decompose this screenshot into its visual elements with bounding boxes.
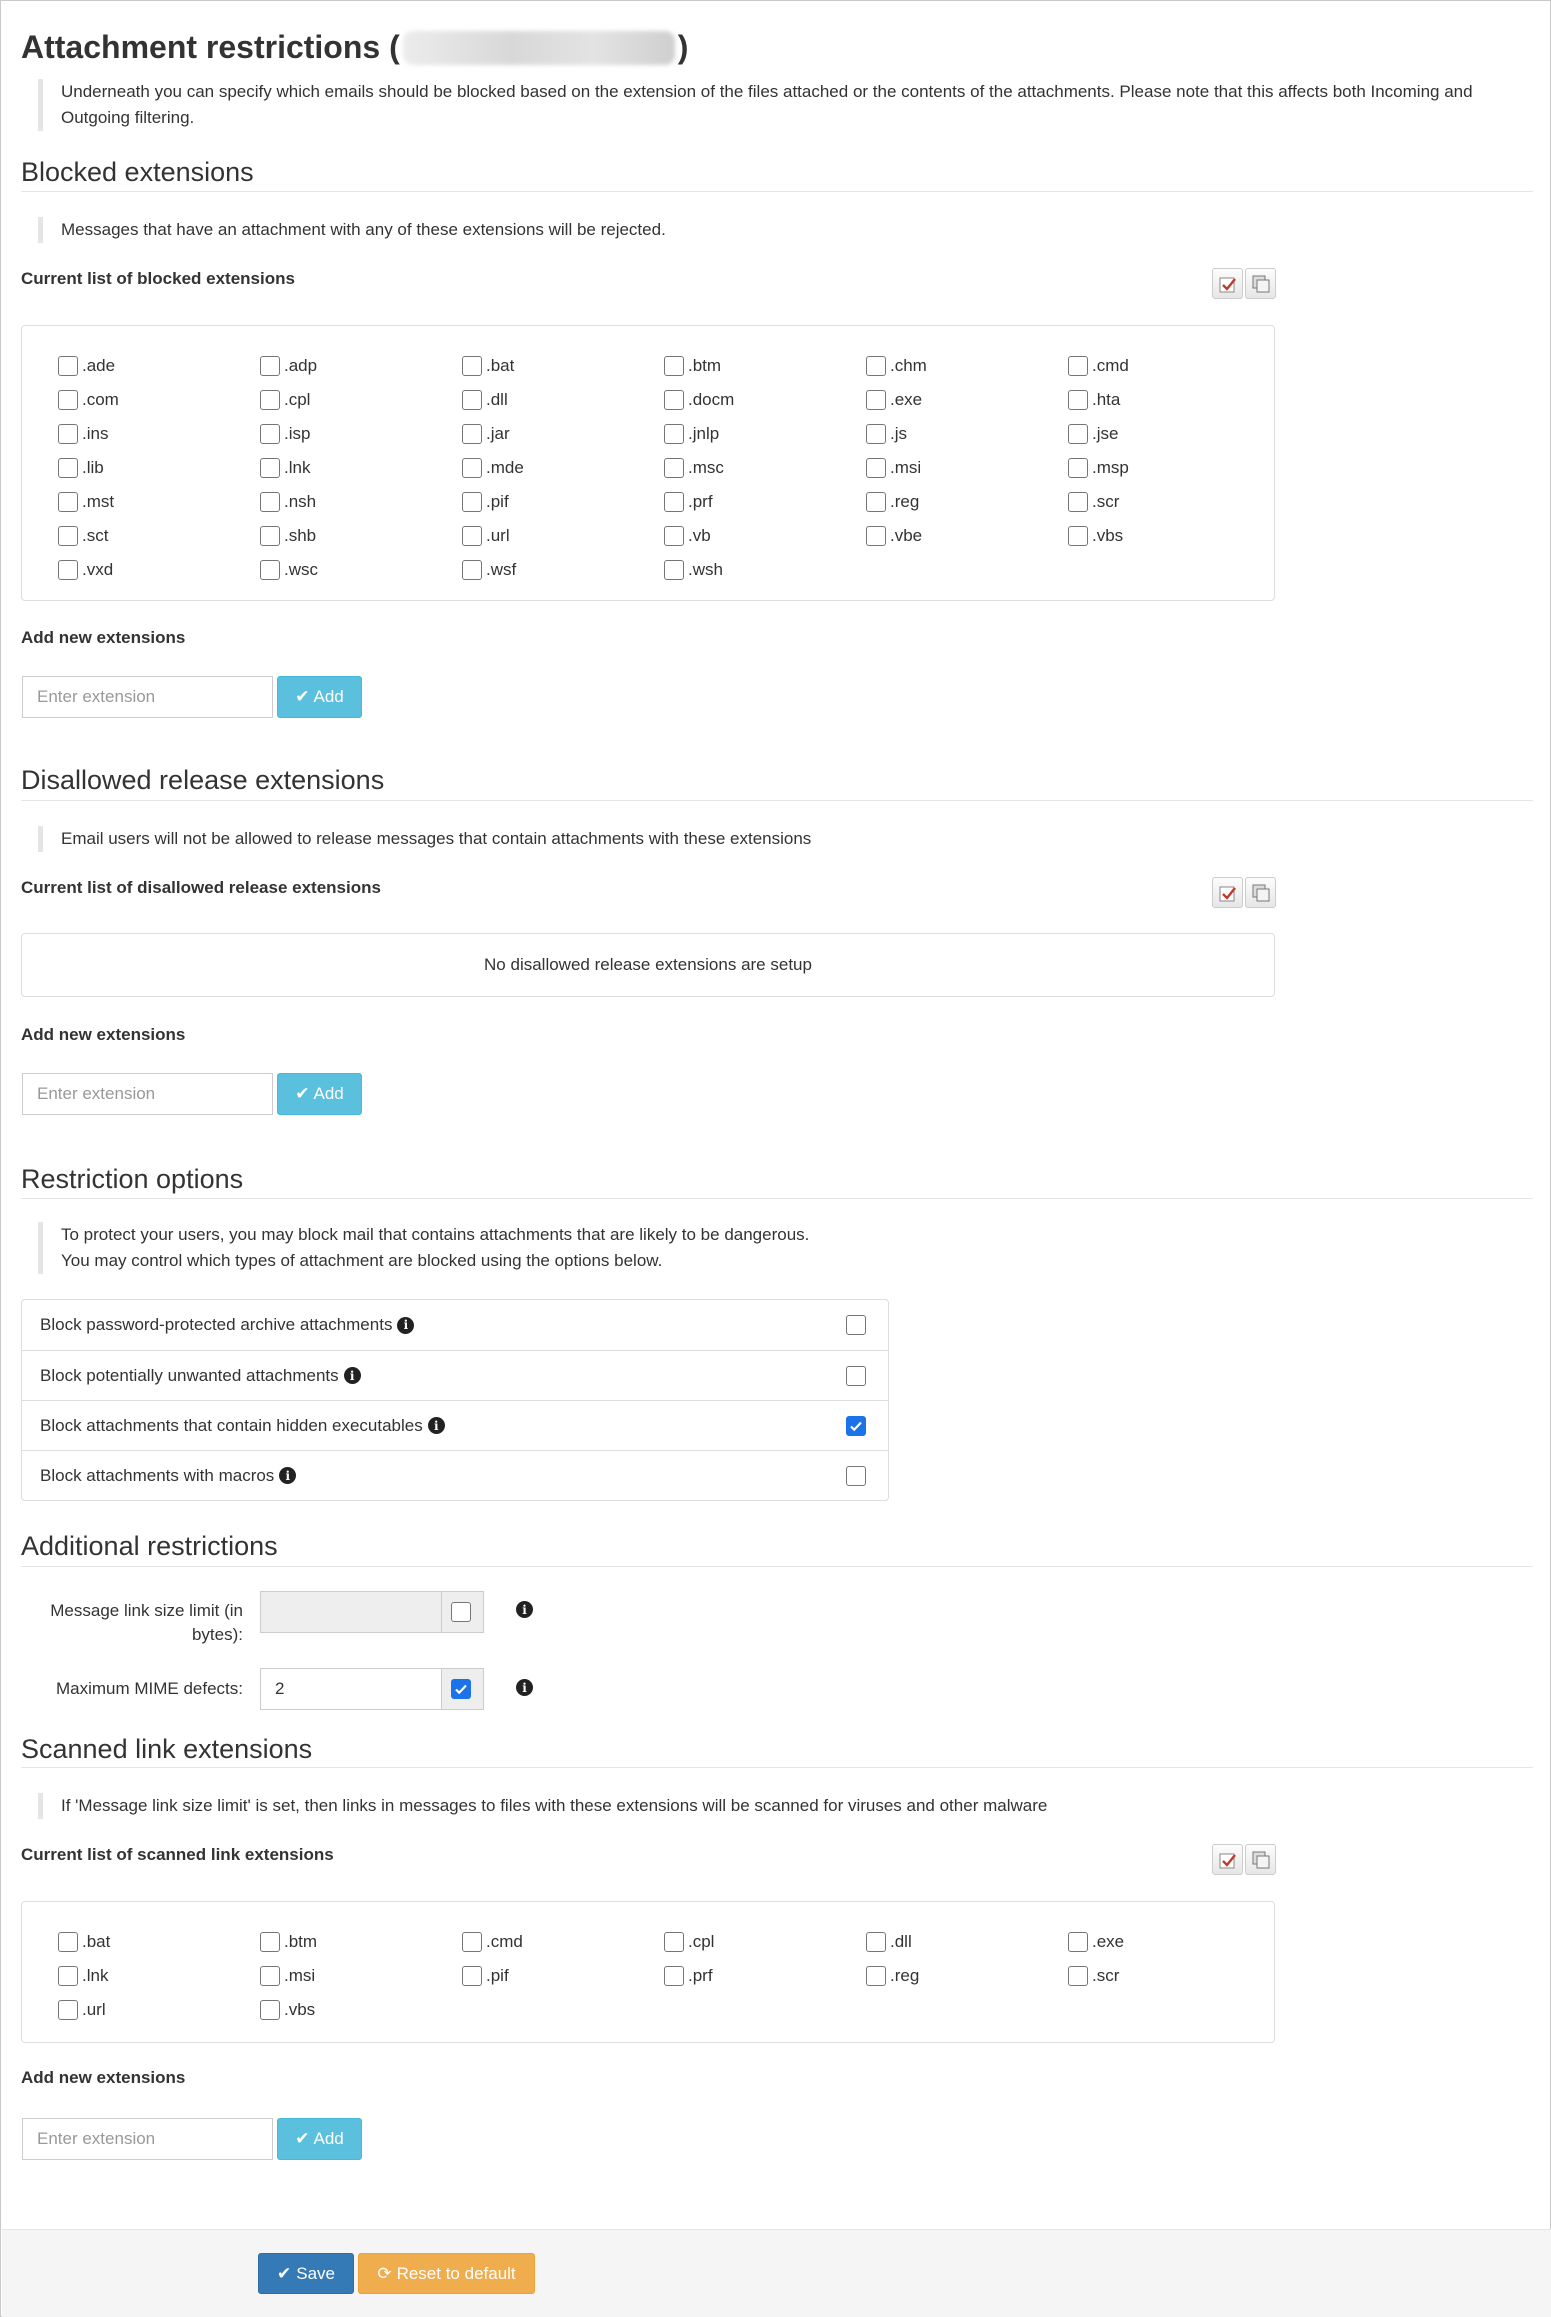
page-title: [21, 29, 688, 66]
page-title-suffix: ): [677, 29, 689, 65]
restriction-option-checkbox[interactable]: [846, 1466, 866, 1486]
disallowed-extension-input[interactable]: Enter extension: [22, 1073, 273, 1115]
extension-checkbox[interactable]: [664, 492, 684, 512]
extension-label: .js: [890, 424, 907, 443]
deselect-all-button[interactable]: [1245, 1844, 1276, 1875]
scanned-add-button-label: Add: [313, 2129, 344, 2148]
extension-label: .hta: [1092, 390, 1121, 409]
extension-checkbox[interactable]: [462, 390, 482, 410]
extension-checkbox[interactable]: [462, 1966, 482, 1986]
link-size-toggle[interactable]: [441, 1592, 483, 1632]
extension-checkbox[interactable]: [866, 390, 886, 410]
extension-item[interactable]: [58, 349, 260, 383]
restriction-option-row: [22, 1300, 888, 1350]
extension-label: .lib: [82, 458, 104, 477]
extension-label: .shb: [284, 526, 317, 545]
divider: [21, 1566, 1533, 1567]
info-icon[interactable]: i: [428, 1417, 445, 1434]
restriction-option-label-wrap: [40, 1466, 296, 1486]
extension-label: .com: [82, 390, 119, 409]
extension-label: .btm: [688, 356, 722, 375]
deselect-all-button[interactable]: [1245, 877, 1276, 908]
extension-checkbox[interactable]: [462, 526, 482, 546]
restriction-option-label-wrap: [40, 1416, 445, 1436]
extension-item[interactable]: [664, 349, 866, 383]
deselect-all-button[interactable]: [1245, 268, 1276, 299]
extension-item[interactable]: [462, 383, 664, 417]
extension-item[interactable]: [58, 1959, 260, 1993]
extension-label: .prf: [688, 1966, 713, 1985]
extension-checkbox[interactable]: [58, 492, 78, 512]
info-icon[interactable]: i: [279, 1467, 296, 1484]
extension-item[interactable]: [260, 1925, 462, 1959]
blocked-extension-input[interactable]: Enter extension: [22, 676, 273, 718]
mime-defects-label: Maximum MIME defects:: [55, 1679, 243, 1698]
extension-item[interactable]: [664, 1959, 866, 1993]
check-all-icon: [1218, 1850, 1238, 1870]
link-size-checkbox[interactable]: [451, 1602, 471, 1622]
extension-item[interactable]: [1068, 1959, 1270, 1993]
extension-checkbox[interactable]: [866, 356, 886, 376]
extension-label: .msc: [688, 458, 724, 477]
intro-note: Underneath you can specify which emails should be blocked based on the extension of the files attached or the contents of the attachments. Please note that this affects both Incoming and Outgoing filtering.: [38, 79, 1518, 131]
divider: [21, 800, 1533, 801]
disallowed-empty-panel: No disallowed release extensions are setup: [21, 933, 1275, 997]
extension-item[interactable]: [664, 553, 866, 587]
extension-checkbox[interactable]: [664, 1932, 684, 1952]
extension-checkbox[interactable]: [462, 560, 482, 580]
extension-checkbox[interactable]: [866, 526, 886, 546]
extension-label: .adp: [284, 356, 318, 375]
mime-defects-input[interactable]: 2: [275, 1679, 285, 1698]
extension-checkbox[interactable]: [58, 424, 78, 444]
check-icon: ✔: [295, 687, 310, 706]
extension-checkbox[interactable]: [58, 2000, 78, 2020]
extension-label: .vxd: [82, 560, 114, 579]
extension-label: .cmd: [486, 1932, 523, 1951]
extension-item[interactable]: [664, 485, 866, 519]
select-all-button[interactable]: [1212, 268, 1243, 299]
additional-section-title: Additional restrictions: [21, 1531, 278, 1561]
extension-label: .msp: [1092, 458, 1129, 477]
extension-label: .chm: [890, 356, 927, 375]
extension-item[interactable]: [260, 1993, 462, 2027]
extension-item[interactable]: [866, 383, 1068, 417]
extension-item[interactable]: [462, 1959, 664, 1993]
restriction-option-label: Block potentially unwanted attachments: [40, 1365, 339, 1385]
extension-checkbox[interactable]: [866, 492, 886, 512]
scanned-list-toolbar: [1212, 1844, 1276, 1875]
extension-label: .wsh: [688, 560, 723, 579]
extension-checkbox[interactable]: [260, 560, 280, 580]
check-icon: ✔: [277, 2263, 292, 2283]
extension-item[interactable]: [462, 1925, 664, 1959]
extension-label: .lnk: [284, 458, 311, 477]
extension-checkbox[interactable]: [1068, 526, 1088, 546]
extension-item[interactable]: [260, 1959, 462, 1993]
refresh-icon: ⟳: [377, 2263, 392, 2283]
extension-item[interactable]: [462, 553, 664, 587]
extension-label: .vb: [688, 526, 711, 545]
extension-checkbox[interactable]: [58, 458, 78, 478]
extension-label: .vbe: [890, 526, 923, 545]
restriction-option-label-wrap: [40, 1315, 414, 1335]
extension-item[interactable]: [260, 417, 462, 451]
extension-item[interactable]: [462, 519, 664, 553]
extension-item[interactable]: [664, 451, 866, 485]
copy-icon: [1251, 883, 1271, 903]
extension-item[interactable]: [866, 451, 1068, 485]
restriction-option-checkbox[interactable]: [846, 1366, 866, 1386]
blocked-section-title: Blocked extensions: [21, 157, 254, 187]
disallowed-add-label: Add new extensions: [21, 1025, 186, 1044]
extension-item[interactable]: [260, 485, 462, 519]
footer-bar: [2, 2229, 1551, 2317]
extension-item[interactable]: [664, 519, 866, 553]
disallowed-list-toolbar: [1212, 877, 1276, 908]
extension-label: .scr: [1092, 1966, 1120, 1985]
extension-checkbox[interactable]: [58, 560, 78, 580]
info-icon[interactable]: i: [516, 1679, 533, 1696]
link-size-input[interactable]: [261, 1592, 441, 1632]
extension-checkbox[interactable]: [260, 1966, 280, 1986]
extension-checkbox[interactable]: [58, 390, 78, 410]
extension-checkbox[interactable]: [664, 526, 684, 546]
extension-checkbox[interactable]: [260, 458, 280, 478]
extension-checkbox[interactable]: [260, 356, 280, 376]
mime-defects-checkbox[interactable]: [451, 1679, 471, 1699]
extension-label: .wsc: [284, 560, 318, 579]
extension-item[interactable]: [462, 349, 664, 383]
extension-item[interactable]: [462, 451, 664, 485]
extension-item[interactable]: [462, 417, 664, 451]
extension-item[interactable]: [664, 383, 866, 417]
disallowed-add-button-label: Add: [313, 1084, 344, 1103]
check-all-icon: [1218, 883, 1238, 903]
extension-label: .scr: [1092, 492, 1120, 511]
blocked-add-button-label: Add: [313, 687, 344, 706]
extension-item[interactable]: [260, 349, 462, 383]
extension-label: .cpl: [284, 390, 311, 409]
extension-item[interactable]: [866, 349, 1068, 383]
extension-label: .jar: [486, 424, 510, 443]
extension-label: .sct: [82, 526, 109, 545]
extension-item[interactable]: [58, 1993, 260, 2027]
extension-label: .bat: [82, 1932, 111, 1951]
extension-checkbox[interactable]: [664, 560, 684, 580]
extension-item[interactable]: [1068, 349, 1270, 383]
extension-label: .prf: [688, 492, 713, 511]
extension-label: .mde: [486, 458, 524, 477]
extension-checkbox[interactable]: [1068, 390, 1088, 410]
extension-checkbox[interactable]: [260, 390, 280, 410]
restriction-option-row: [22, 1350, 888, 1400]
restriction-note: [38, 1222, 809, 1274]
extension-label: .exe: [890, 390, 923, 409]
extension-item[interactable]: [866, 519, 1068, 553]
restriction-option-checkbox[interactable]: [846, 1315, 866, 1335]
extension-label: .reg: [890, 492, 920, 511]
mime-defects-toggle[interactable]: [441, 1669, 483, 1709]
extension-label: .wsf: [486, 560, 517, 579]
extension-label: .isp: [284, 424, 311, 443]
link-size-group: [260, 1591, 484, 1633]
extension-checkbox[interactable]: [664, 356, 684, 376]
select-all-button[interactable]: [1212, 877, 1243, 908]
scanned-add-label: Add new extensions: [21, 2068, 186, 2087]
extension-item[interactable]: [664, 1925, 866, 1959]
extension-checkbox[interactable]: [866, 458, 886, 478]
extension-label: .url: [82, 2000, 106, 2019]
extension-checkbox[interactable]: [58, 1966, 78, 1986]
restriction-note-line2: You may control which types of attachment are blocked using the options below.: [61, 1251, 663, 1270]
extension-item[interactable]: [58, 1925, 260, 1959]
restriction-option-label: Block attachments with macros: [40, 1465, 275, 1485]
extension-label: .ins: [82, 424, 109, 443]
extension-label: .jse: [1092, 424, 1119, 443]
restriction-option-label: Block password-protected archive attachments: [40, 1315, 393, 1334]
extension-checkbox[interactable]: [664, 458, 684, 478]
mime-defects-group: [260, 1668, 484, 1710]
info-icon[interactable]: i: [344, 1367, 361, 1384]
extension-item[interactable]: [1068, 383, 1270, 417]
extension-label: .nsh: [284, 492, 317, 511]
extension-checkbox[interactable]: [462, 424, 482, 444]
blocked-extensions-list: [58, 349, 1270, 587]
scanned-note: If 'Message link size limit' is set, then links in messages to files with these extensions will be scanned for viruses and other malware: [38, 1793, 1047, 1819]
extension-label: .mst: [82, 492, 115, 511]
extension-checkbox[interactable]: [260, 1932, 280, 1952]
page-title-prefix: Attachment restrictions (: [21, 29, 400, 65]
disallowed-list-label: Current list of disallowed release extensions: [21, 878, 381, 897]
extension-checkbox[interactable]: [462, 458, 482, 478]
divider: [21, 1198, 1533, 1199]
select-all-button[interactable]: [1212, 1844, 1243, 1875]
divider: [21, 191, 1533, 192]
disallowed-note: Email users will not be allowed to release messages that contain attachments with these extensions: [38, 826, 811, 852]
extension-label: .pif: [486, 1966, 509, 1985]
extension-item[interactable]: [260, 383, 462, 417]
extension-checkbox[interactable]: [1068, 1932, 1088, 1952]
restriction-option-row: [22, 1400, 888, 1450]
extension-checkbox[interactable]: [1068, 1966, 1088, 1986]
extension-item[interactable]: [1068, 451, 1270, 485]
scanned-extension-input[interactable]: Enter extension: [22, 2118, 273, 2160]
extension-label: .bat: [486, 356, 515, 375]
extension-checkbox[interactable]: [260, 424, 280, 444]
divider: [21, 1767, 1533, 1768]
extension-checkbox[interactable]: [664, 390, 684, 410]
copy-icon: [1251, 274, 1271, 294]
extension-checkbox[interactable]: [866, 1966, 886, 1986]
extension-label: .ade: [82, 356, 116, 375]
extension-label: .dll: [890, 1932, 912, 1951]
extension-item[interactable]: [260, 451, 462, 485]
restriction-options-table: [21, 1299, 889, 1501]
copy-icon: [1251, 1850, 1271, 1870]
extension-checkbox[interactable]: [58, 526, 78, 546]
info-icon[interactable]: i: [397, 1317, 414, 1334]
extension-checkbox[interactable]: [1068, 356, 1088, 376]
extension-item[interactable]: [260, 519, 462, 553]
scanned-list-label: Current list of scanned link extensions: [21, 1845, 334, 1864]
blocked-add-button[interactable]: [277, 676, 362, 718]
extension-item[interactable]: [1068, 519, 1270, 553]
extension-checkbox[interactable]: [1068, 458, 1088, 478]
check-all-icon: [1218, 274, 1238, 294]
extension-item[interactable]: [58, 383, 260, 417]
extension-item[interactable]: [58, 485, 260, 519]
restriction-note-line1: To protect your users, you may block mail that contains attachments that are likely to be dangerous.: [61, 1225, 810, 1244]
extension-item[interactable]: [1068, 417, 1270, 451]
restriction-option-label: Block attachments that contain hidden executables: [40, 1415, 423, 1435]
extension-item[interactable]: [58, 417, 260, 451]
extension-checkbox[interactable]: [260, 526, 280, 546]
extension-label: .vbs: [284, 2000, 316, 2019]
blocked-list-toolbar: [1212, 268, 1276, 299]
extension-item[interactable]: [866, 1959, 1068, 1993]
scanned-extensions-list: [58, 1925, 1270, 2027]
extension-label: .reg: [890, 1966, 920, 1985]
extension-checkbox[interactable]: [866, 1932, 886, 1952]
extension-label: .url: [486, 526, 510, 545]
extension-checkbox[interactable]: [1068, 492, 1088, 512]
extension-checkbox[interactable]: [58, 356, 78, 376]
extension-item[interactable]: [260, 553, 462, 587]
extension-checkbox[interactable]: [866, 424, 886, 444]
extension-label: .cpl: [688, 1932, 715, 1951]
extension-label: .cmd: [1092, 356, 1129, 375]
extension-item[interactable]: [664, 417, 866, 451]
reset-button-label: Reset to default: [396, 2263, 516, 2283]
extension-label: .btm: [284, 1932, 318, 1951]
scanned-add-button[interactable]: [277, 2118, 362, 2160]
disallowed-section-title: Disallowed release extensions: [21, 765, 385, 795]
blocked-list-label: Current list of blocked extensions: [21, 269, 295, 288]
redacted-domain: [403, 31, 675, 65]
extension-checkbox[interactable]: [260, 2000, 280, 2020]
save-button[interactable]: [258, 2253, 354, 2294]
extension-label: .docm: [688, 390, 735, 409]
extension-checkbox[interactable]: [1068, 424, 1088, 444]
restriction-option-label-wrap: [40, 1366, 361, 1386]
extension-checkbox[interactable]: [462, 1932, 482, 1952]
extension-label: .jnlp: [688, 424, 720, 443]
extension-label: .pif: [486, 492, 509, 511]
disallowed-add-button[interactable]: [277, 1073, 362, 1115]
extension-checkbox[interactable]: [664, 424, 684, 444]
extension-checkbox[interactable]: [664, 1966, 684, 1986]
extension-item[interactable]: [866, 417, 1068, 451]
restriction-section-title: Restriction options: [21, 1164, 244, 1194]
check-icon: ✔: [295, 1084, 310, 1103]
save-button-label: Save: [296, 2263, 335, 2283]
scanned-section-title: Scanned link extensions: [21, 1734, 313, 1764]
extension-item[interactable]: [58, 451, 260, 485]
extension-item[interactable]: [58, 519, 260, 553]
extension-checkbox[interactable]: [462, 492, 482, 512]
info-icon[interactable]: i: [516, 1601, 533, 1618]
blocked-note: Messages that have an attachment with any of these extensions will be rejected.: [38, 217, 666, 243]
restriction-option-checkbox[interactable]: [846, 1416, 866, 1436]
extension-label: .vbs: [1092, 526, 1124, 545]
extension-label: .dll: [486, 390, 508, 409]
extension-label: .msi: [284, 1966, 316, 1985]
extension-item[interactable]: [866, 1925, 1068, 1959]
check-icon: ✔: [295, 2129, 310, 2148]
extension-item[interactable]: [866, 485, 1068, 519]
restriction-option-row: [22, 1450, 888, 1500]
extension-item[interactable]: [58, 553, 260, 587]
extension-checkbox[interactable]: [58, 1932, 78, 1952]
reset-to-default-button[interactable]: [358, 2253, 535, 2294]
extension-label: .msi: [890, 458, 922, 477]
extension-checkbox[interactable]: [462, 356, 482, 376]
link-size-label: Message link size limit (in bytes):: [50, 1601, 243, 1644]
extension-checkbox[interactable]: [260, 492, 280, 512]
extension-item[interactable]: [1068, 485, 1270, 519]
extension-label: .lnk: [82, 1966, 109, 1985]
extension-item[interactable]: [1068, 1925, 1270, 1959]
extension-item[interactable]: [462, 485, 664, 519]
extension-label: .exe: [1092, 1932, 1125, 1951]
blocked-add-label: Add new extensions: [21, 628, 186, 647]
